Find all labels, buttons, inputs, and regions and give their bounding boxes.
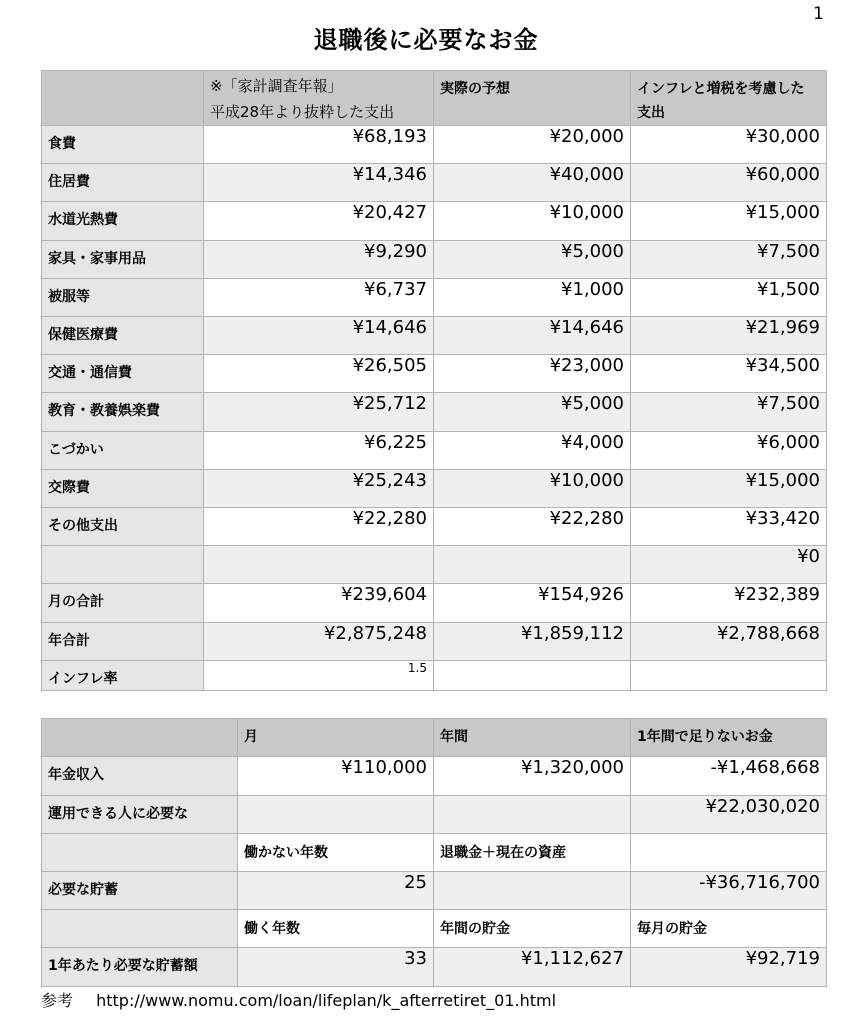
expense-label: 年合計 — [42, 623, 204, 661]
per-year-annual: ¥1,112,627 — [434, 948, 631, 987]
years-not-working-blank — [42, 834, 238, 872]
expense-survey-value: ¥25,712 — [204, 393, 434, 432]
expense-expected-value — [434, 661, 631, 691]
years-working-row — [42, 910, 827, 948]
expense-survey-value: ¥2,875,248 — [204, 623, 434, 661]
expense-label: 被服等 — [42, 279, 204, 317]
expense-expected-value: ¥4,000 — [434, 432, 631, 470]
expense-label: 保健医療費 — [42, 317, 204, 355]
pension-year: ¥1,320,000 — [434, 757, 631, 796]
expense-adjusted-value: ¥0 — [631, 546, 827, 584]
expense-row — [42, 508, 827, 546]
expense-row — [42, 202, 827, 241]
pension-row — [42, 757, 827, 796]
header-adjusted-line2: 支出 — [637, 105, 665, 121]
reference-url[interactable]: http://www.nomu.com/loan/lifeplan/k_afterretiret_01.html — [96, 991, 557, 1010]
page-title: 退職後に必要なお金 — [313, 26, 539, 54]
expense-row — [42, 623, 827, 661]
expense-survey-value: ¥239,604 — [204, 584, 434, 623]
expense-label — [42, 546, 204, 584]
retirement-assets-label: 退職金＋現在の資産 — [434, 834, 631, 872]
years-not-working-label: 働かない年数 — [238, 834, 434, 872]
expense-survey-value: ¥68,193 — [204, 126, 434, 164]
pension-shortfall: -¥1,468,668 — [631, 757, 827, 796]
expense-header-row — [42, 71, 827, 126]
header-survey-line1: ※「家計調査年報」 — [210, 77, 343, 95]
expense-expected-value: ¥23,000 — [434, 355, 631, 393]
expense-adjusted-value: ¥15,000 — [631, 470, 827, 508]
years-working-label: 働く年数 — [238, 910, 434, 948]
expense-adjusted-value: ¥2,788,668 — [631, 623, 827, 661]
expense-row — [42, 661, 827, 691]
expense-adjusted-value: ¥6,000 — [631, 432, 827, 470]
required-savings-value: -¥36,716,700 — [631, 872, 827, 910]
expense-survey-value: ¥14,346 — [204, 164, 434, 202]
required-savings-row — [42, 872, 827, 910]
expense-expected-value: ¥40,000 — [434, 164, 631, 202]
per-year-label: 1年あたり必要な貯蓄額 — [42, 948, 238, 987]
expense-expected-value: ¥22,280 — [434, 508, 631, 546]
savings-header-month: 月 — [238, 719, 434, 757]
required-savings-label: 必要な貯蓄 — [42, 872, 238, 910]
expense-label: 住居費 — [42, 164, 204, 202]
per-year-years: 33 — [238, 948, 434, 987]
reference-label: 参考 — [41, 991, 74, 1010]
expense-label: 水道光熱費 — [42, 202, 204, 241]
expense-adjusted-value — [631, 661, 827, 691]
expense-label: インフレ率 — [42, 661, 204, 691]
expense-survey-value: ¥25,243 — [204, 470, 434, 508]
investor-label: 運用できる人に必要な — [42, 796, 238, 834]
expense-expected-value: ¥20,000 — [434, 126, 631, 164]
expense-survey-value: ¥20,427 — [204, 202, 434, 241]
expense-label: 月の合計 — [42, 584, 204, 623]
investor-value: ¥22,030,020 — [631, 796, 827, 834]
header-survey — [204, 71, 434, 126]
expense-label: 食費 — [42, 126, 204, 164]
expense-label: 家具・家事用品 — [42, 241, 204, 279]
expense-survey-value: ¥22,280 — [204, 508, 434, 546]
header-adjusted — [631, 71, 827, 126]
expense-row — [42, 126, 827, 164]
investor-blank-2 — [434, 796, 631, 834]
expense-adjusted-value: ¥30,000 — [631, 126, 827, 164]
expense-row — [42, 164, 827, 202]
header-blank — [42, 71, 204, 126]
header-survey-line2: 平成28年より抜粋した支出 — [210, 103, 395, 121]
header-adjusted-line1: インフレと増税を考慮した — [637, 81, 805, 97]
expense-adjusted-value: ¥21,969 — [631, 317, 827, 355]
expense-survey-value: ¥9,290 — [204, 241, 434, 279]
expense-expected-value: ¥5,000 — [434, 241, 631, 279]
expense-row — [42, 584, 827, 623]
expense-adjusted-value: ¥7,500 — [631, 241, 827, 279]
years-not-working-blank-2 — [631, 834, 827, 872]
investor-blank-1 — [238, 796, 434, 834]
reference — [41, 988, 556, 1011]
expense-adjusted-value: ¥232,389 — [631, 584, 827, 623]
expense-label: 教育・教養娯楽費 — [42, 393, 204, 432]
savings-header-blank — [42, 719, 238, 757]
expense-row — [42, 355, 827, 393]
expense-expected-value: ¥1,000 — [434, 279, 631, 317]
expense-survey-value: ¥26,505 — [204, 355, 434, 393]
expense-survey-value: ¥6,225 — [204, 432, 434, 470]
expense-expected-value: ¥154,926 — [434, 584, 631, 623]
per-year-row — [42, 948, 827, 987]
expense-label: こづかい — [42, 432, 204, 470]
expense-expected-value — [434, 546, 631, 584]
expense-expected-value: ¥10,000 — [434, 202, 631, 241]
years-working-blank — [42, 910, 238, 948]
expense-expected-value: ¥5,000 — [434, 393, 631, 432]
expense-adjusted-value: ¥60,000 — [631, 164, 827, 202]
expense-row — [42, 470, 827, 508]
expense-expected-value: ¥1,859,112 — [434, 623, 631, 661]
annual-savings-label: 年間の貯金 — [434, 910, 631, 948]
expense-adjusted-value: ¥15,000 — [631, 202, 827, 241]
investor-row — [42, 796, 827, 834]
monthly-savings-label: 毎月の貯金 — [631, 910, 827, 948]
expense-row — [42, 546, 827, 584]
expense-row — [42, 279, 827, 317]
page-number: 1 — [813, 4, 824, 24]
savings-header-shortfall: 1年間で足りないお金 — [631, 719, 827, 757]
expense-survey-value — [204, 546, 434, 584]
years-not-working-row — [42, 834, 827, 872]
expense-adjusted-value: ¥34,500 — [631, 355, 827, 393]
expense-adjusted-value: ¥1,500 — [631, 279, 827, 317]
required-savings-blank — [434, 872, 631, 910]
expense-row — [42, 432, 827, 470]
expense-adjusted-value: ¥33,420 — [631, 508, 827, 546]
expense-row — [42, 393, 827, 432]
per-year-monthly: ¥92,719 — [631, 948, 827, 987]
required-savings-years: 25 — [238, 872, 434, 910]
header-expected: 実際の予想 — [434, 71, 631, 126]
expense-adjusted-value: ¥7,500 — [631, 393, 827, 432]
savings-table — [41, 718, 827, 987]
expense-label: 交際費 — [42, 470, 204, 508]
expense-expected-value: ¥10,000 — [434, 470, 631, 508]
expense-label: 交通・通信費 — [42, 355, 204, 393]
expense-table — [41, 70, 827, 691]
expense-label: その他支出 — [42, 508, 204, 546]
expense-survey-value: 1.5 — [204, 661, 434, 691]
savings-header-row — [42, 719, 827, 757]
expense-survey-value: ¥14,646 — [204, 317, 434, 355]
expense-row — [42, 241, 827, 279]
expense-survey-value: ¥6,737 — [204, 279, 434, 317]
pension-month: ¥110,000 — [238, 757, 434, 796]
expense-expected-value: ¥14,646 — [434, 317, 631, 355]
pension-label: 年金収入 — [42, 757, 238, 796]
expense-body — [42, 126, 827, 691]
savings-header-year: 年間 — [434, 719, 631, 757]
expense-row — [42, 317, 827, 355]
